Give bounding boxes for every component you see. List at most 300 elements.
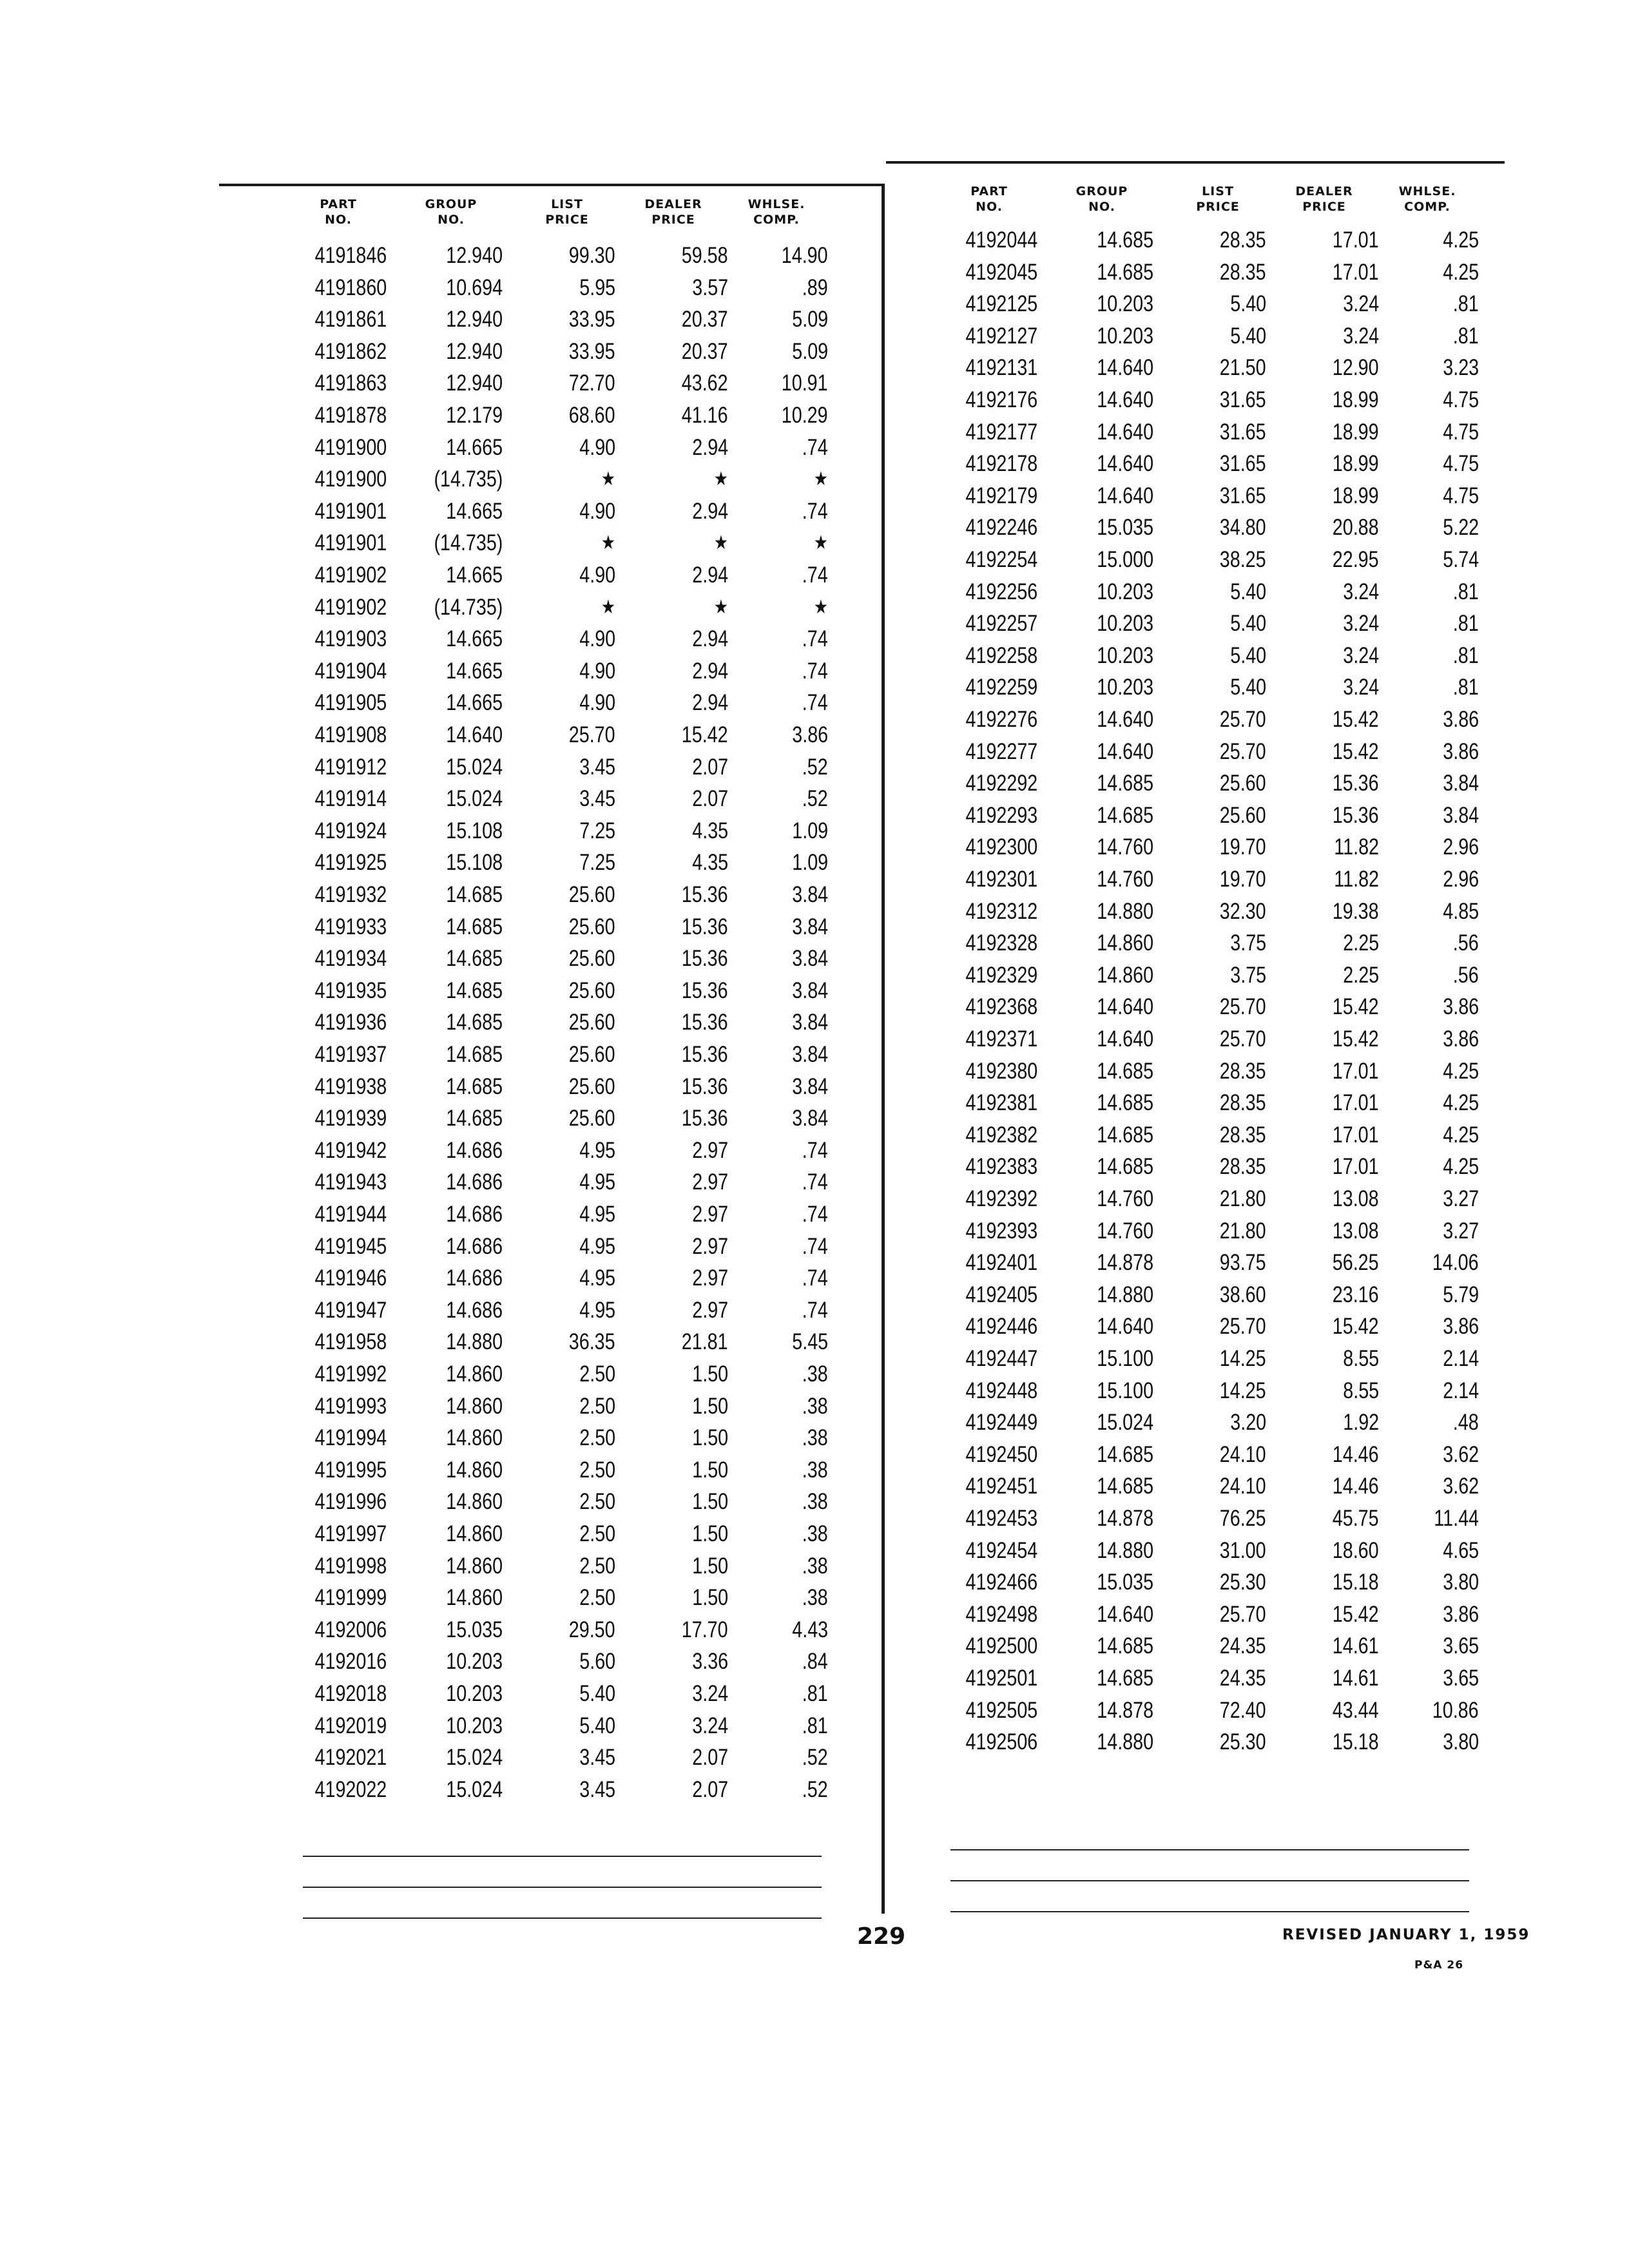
cell-list: 25.60 (569, 914, 615, 939)
table-row (290, 1454, 870, 1486)
cell-part: 4192371 (965, 1026, 1037, 1052)
cell-group: 14.665 (446, 562, 503, 588)
cell-group: 10.203 (446, 1649, 503, 1675)
cell-part: 4191860 (314, 274, 387, 300)
cell-group: 14.685 (1097, 771, 1153, 796)
cell-part: 4192383 (965, 1154, 1037, 1180)
cell-dealer: 43.44 (1333, 1697, 1379, 1723)
cell-list: 5.60 (579, 1649, 615, 1675)
cell-part: 4192328 (965, 930, 1037, 956)
cell-list: 24.10 (1220, 1474, 1266, 1499)
section-code: P&A 26 (1414, 1959, 1464, 1972)
cell-group: 14.685 (1097, 1090, 1153, 1116)
cell-whlse: ★ (813, 468, 828, 490)
cell-whlse: .81 (1453, 291, 1479, 317)
cell-list: 2.50 (579, 1553, 615, 1579)
cell-list: 21.80 (1220, 1218, 1266, 1244)
cell-part: 4192276 (965, 707, 1037, 732)
cell-whlse: .38 (802, 1425, 828, 1451)
blank-line-right-3 (950, 1911, 1469, 1912)
table-row (941, 1119, 1521, 1151)
cell-group: 14.860 (446, 1457, 503, 1483)
cell-part: 4192498 (965, 1601, 1037, 1627)
table-row (290, 1614, 870, 1646)
cell-part: 4192381 (965, 1090, 1037, 1116)
cell-group: 10.203 (1097, 675, 1153, 700)
cell-whlse: 2.14 (1443, 1378, 1479, 1403)
table-row (941, 320, 1521, 352)
cell-dealer: 15.42 (1333, 707, 1379, 732)
cell-group: 15.035 (446, 1617, 503, 1642)
cell-part: 4192131 (965, 355, 1037, 381)
cell-group: 14.685 (446, 1073, 503, 1099)
cell-dealer: 8.55 (1343, 1378, 1379, 1403)
cell-whlse: 4.85 (1443, 898, 1479, 924)
cell-whlse: 3.84 (792, 882, 828, 907)
cell-list: 36.35 (569, 1329, 615, 1355)
cell-whlse: 3.65 (1443, 1633, 1479, 1659)
header-list-price: LIST PRICE (545, 197, 589, 227)
table-row (941, 1535, 1521, 1566)
cell-list: 5.40 (1230, 291, 1266, 317)
cell-part: 4192176 (965, 387, 1037, 412)
table-row (941, 1695, 1521, 1726)
header-group-no: GROUP NO. (1075, 184, 1128, 214)
cell-dealer: 11.82 (1334, 834, 1379, 860)
cell-group: 15.100 (1097, 1378, 1153, 1403)
cell-whlse: .89 (802, 274, 828, 300)
cell-part: 4191900 (314, 466, 387, 492)
table-row (290, 1166, 870, 1198)
table-row (941, 671, 1521, 703)
cell-group: 14.686 (446, 1265, 503, 1291)
cell-whlse: 4.25 (1443, 1122, 1479, 1148)
cell-whlse: .81 (802, 1681, 828, 1706)
cell-dealer: 20.88 (1333, 515, 1379, 541)
cell-whlse: 4.43 (792, 1617, 828, 1642)
cell-dealer: 15.36 (682, 1073, 728, 1099)
cell-group: 14.685 (1097, 1122, 1153, 1148)
cell-list: 21.50 (1220, 355, 1266, 381)
cell-whlse: ★ (813, 596, 828, 618)
cell-group: 14.640 (446, 722, 503, 747)
cell-part: 4192451 (965, 1474, 1037, 1499)
cell-part: 4191903 (314, 626, 387, 652)
cell-dealer: 2.07 (692, 1745, 728, 1771)
cell-part: 4191939 (314, 1106, 387, 1131)
cell-part: 4192016 (314, 1649, 387, 1675)
cell-dealer: 17.01 (1333, 1090, 1379, 1116)
cell-group: 14.640 (1097, 451, 1153, 477)
cell-list: 5.40 (1230, 323, 1266, 349)
cell-part: 4192178 (965, 451, 1037, 477)
table-row (290, 751, 870, 783)
cell-part: 4192258 (965, 642, 1037, 668)
cell-list: 38.25 (1220, 547, 1266, 572)
cell-part: 4191846 (314, 243, 387, 268)
cell-list: 2.50 (579, 1489, 615, 1515)
cell-part: 4192449 (965, 1410, 1037, 1436)
table-row (290, 1486, 870, 1517)
cell-group: 14.860 (446, 1585, 503, 1611)
cell-group: (14.735) (434, 466, 503, 492)
table-row (290, 1231, 870, 1262)
cell-dealer: 22.95 (1333, 547, 1379, 572)
cell-dealer: 3.24 (692, 1681, 728, 1706)
cell-whlse: 2.96 (1443, 834, 1479, 860)
cell-whlse: .81 (802, 1713, 828, 1738)
table-row (941, 1087, 1521, 1119)
table-row (290, 879, 870, 910)
cell-list: 99.30 (569, 243, 615, 268)
cell-dealer: 15.36 (682, 914, 728, 939)
cell-group: 14.665 (446, 658, 503, 684)
table-row (941, 1407, 1521, 1438)
table-row (941, 1311, 1521, 1342)
cell-group: 14.860 (446, 1489, 503, 1515)
cell-part: 4192277 (965, 738, 1037, 764)
table-row (290, 1294, 870, 1326)
cell-dealer: 15.42 (1333, 1026, 1379, 1052)
cell-part: 4192382 (965, 1122, 1037, 1148)
cell-list: 31.65 (1220, 483, 1266, 508)
cell-dealer: 59.58 (682, 243, 728, 268)
cell-whlse: .48 (1453, 1410, 1479, 1436)
cell-dealer: 18.99 (1333, 451, 1379, 477)
cell-whlse: .74 (802, 1265, 828, 1291)
cell-list: 2.50 (579, 1521, 615, 1546)
table-row (290, 303, 870, 335)
cell-whlse: 4.25 (1443, 1058, 1479, 1084)
cell-dealer: 4.35 (692, 818, 728, 843)
cell-part: 4192022 (314, 1776, 387, 1802)
cell-dealer: ★ (713, 468, 728, 490)
cell-whlse: 3.86 (1443, 707, 1479, 732)
cell-list: 25.30 (1220, 1570, 1266, 1595)
cell-whlse: 10.29 (782, 403, 828, 428)
column-divider (882, 184, 885, 1914)
cell-group: 14.685 (446, 946, 503, 972)
cell-list: 2.50 (579, 1393, 615, 1419)
cell-part: 4192045 (965, 259, 1037, 285)
cell-dealer: 15.18 (1333, 1570, 1379, 1595)
cell-part: 4192500 (965, 1633, 1037, 1659)
cell-list: 24.10 (1220, 1441, 1266, 1467)
revised-date: REVISED JANUARY 1, 1959 (1282, 1927, 1530, 1943)
cell-whlse: .74 (802, 1202, 828, 1227)
table-row (941, 1662, 1521, 1694)
cell-group: (14.735) (434, 530, 503, 556)
cell-part: 4191878 (314, 403, 387, 428)
cell-list: 4.90 (579, 690, 615, 716)
cell-group: 14.685 (1097, 1154, 1153, 1180)
cell-dealer: 3.24 (1343, 642, 1379, 668)
cell-dealer: 15.36 (682, 977, 728, 1003)
cell-list: 3.20 (1230, 1410, 1266, 1436)
cell-list: 5.40 (1230, 675, 1266, 700)
table-row (941, 831, 1521, 863)
cell-list: 4.90 (579, 434, 615, 460)
header-dealer-price: DEALER PRICE (1295, 184, 1353, 214)
cell-group: 15.035 (1097, 1570, 1153, 1595)
cell-part: 4192405 (965, 1282, 1037, 1307)
cell-group: 14.880 (1097, 1537, 1153, 1563)
cell-group: 14.640 (1097, 994, 1153, 1020)
cell-list: 31.65 (1220, 451, 1266, 477)
table-row (941, 640, 1521, 671)
cell-whlse: 3.65 (1443, 1666, 1479, 1691)
cell-group: 14.640 (1097, 738, 1153, 764)
cell-group: 14.665 (446, 434, 503, 460)
cell-part: 4192380 (965, 1058, 1037, 1084)
table-row (941, 896, 1521, 927)
cell-dealer: 19.38 (1333, 898, 1379, 924)
cell-part: 4192505 (965, 1697, 1037, 1723)
cell-list: 24.35 (1220, 1633, 1266, 1659)
cell-list: 5.40 (579, 1681, 615, 1706)
table-row (941, 448, 1521, 479)
cell-list: 93.75 (1220, 1250, 1266, 1276)
cell-whlse: .38 (802, 1585, 828, 1611)
cell-dealer: 15.42 (682, 722, 728, 747)
cell-list: 33.95 (569, 338, 615, 364)
table-row (290, 655, 870, 687)
cell-group: 14.878 (1097, 1697, 1153, 1723)
cell-part: 4192127 (965, 323, 1037, 349)
table-row (290, 1742, 870, 1773)
cell-part: 4191935 (314, 977, 387, 1003)
cell-list: 25.60 (569, 946, 615, 972)
cell-part: 4192259 (965, 675, 1037, 700)
table-row (941, 991, 1521, 1023)
cell-list: 3.75 (1230, 930, 1266, 956)
cell-part: 4191912 (314, 754, 387, 780)
table-row (290, 272, 870, 303)
header-whlse-comp: WHLSE. COMP. (747, 197, 805, 227)
table-row (941, 512, 1521, 543)
table-row (290, 367, 870, 399)
cell-dealer: 41.16 (682, 403, 728, 428)
cell-group: 15.000 (1097, 547, 1153, 572)
table-row (290, 783, 870, 814)
cell-dealer: 3.24 (1343, 611, 1379, 637)
cell-whlse: .56 (1453, 962, 1479, 988)
cell-group: 14.640 (1097, 1601, 1153, 1627)
cell-whlse: 3.84 (792, 1073, 828, 1099)
cell-group: 14.860 (1097, 962, 1153, 988)
table-row (290, 1710, 870, 1742)
cell-part: 4191925 (314, 850, 387, 876)
cell-dealer: 1.50 (692, 1425, 728, 1451)
table-row (290, 1326, 870, 1358)
cell-whlse: .52 (802, 786, 828, 812)
cell-group: 14.640 (1097, 1314, 1153, 1340)
cell-list: 25.70 (1220, 738, 1266, 764)
cell-part: 4192448 (965, 1378, 1037, 1403)
table-row (290, 975, 870, 1006)
cell-whlse: 5.22 (1443, 515, 1479, 541)
table-row (941, 1503, 1521, 1534)
cell-group: 15.024 (446, 1776, 503, 1802)
table-row (941, 1375, 1521, 1407)
cell-list: 3.45 (579, 1745, 615, 1771)
cell-part: 4192292 (965, 771, 1037, 796)
cell-whlse: 5.79 (1443, 1282, 1479, 1307)
cell-list: 24.35 (1220, 1666, 1266, 1691)
cell-list: 28.35 (1220, 1090, 1266, 1116)
cell-part: 4192293 (965, 802, 1037, 828)
cell-list: 25.60 (1220, 771, 1266, 796)
cell-list: 4.90 (579, 562, 615, 588)
cell-whlse: 3.62 (1443, 1474, 1479, 1499)
cell-list: 38.60 (1220, 1282, 1266, 1307)
table-row (290, 1358, 870, 1390)
cell-dealer: 1.50 (692, 1457, 728, 1483)
cell-list: 25.60 (569, 882, 615, 907)
cell-whlse: 5.09 (792, 307, 828, 332)
cell-part: 4191924 (314, 818, 387, 843)
cell-list: 2.50 (579, 1457, 615, 1483)
cell-list: ★ (601, 532, 615, 554)
cell-dealer: 2.97 (692, 1297, 728, 1323)
cell-group: 10.203 (1097, 291, 1153, 317)
header-part-no: PART NO. (320, 197, 357, 227)
cell-list: 34.80 (1220, 515, 1266, 541)
cell-whlse: 3.80 (1443, 1570, 1479, 1595)
cell-dealer: 21.81 (682, 1329, 728, 1355)
cell-whlse: .38 (802, 1457, 828, 1483)
cell-dealer: 13.08 (1333, 1218, 1379, 1244)
cell-group: 14.665 (446, 498, 503, 524)
table-row (941, 1247, 1521, 1278)
table-row (941, 1183, 1521, 1215)
table-row (941, 863, 1521, 895)
table-row (941, 1470, 1521, 1502)
cell-whlse: .52 (802, 754, 828, 780)
cell-whlse: 3.84 (792, 1010, 828, 1035)
cell-part: 4191937 (314, 1042, 387, 1067)
cell-whlse: 2.14 (1443, 1346, 1479, 1371)
blank-line-left-1 (303, 1856, 822, 1857)
cell-whlse: .81 (1453, 611, 1479, 637)
cell-whlse: .74 (802, 658, 828, 684)
cell-part: 4191902 (314, 562, 387, 588)
table-row (290, 1071, 870, 1102)
cell-list: 2.50 (579, 1585, 615, 1611)
cell-whlse: 3.84 (1443, 802, 1479, 828)
cell-list: 28.35 (1220, 1058, 1266, 1084)
cell-part: 4192454 (965, 1537, 1037, 1563)
cell-dealer: 20.37 (682, 307, 728, 332)
cell-dealer: 15.36 (1333, 771, 1379, 796)
cell-whlse: 10.91 (782, 370, 828, 396)
cell-dealer: 20.37 (682, 338, 728, 364)
cell-list: 25.70 (1220, 1314, 1266, 1340)
table-row (941, 927, 1521, 959)
table-row (290, 1550, 870, 1582)
cell-list: 76.25 (1220, 1506, 1266, 1531)
cell-part: 4192179 (965, 483, 1037, 508)
cell-part: 4191914 (314, 786, 387, 812)
cell-whlse: .38 (802, 1521, 828, 1546)
cell-list: 2.50 (579, 1361, 615, 1387)
cell-group: 14.878 (1097, 1506, 1153, 1531)
cell-group: 14.686 (446, 1169, 503, 1195)
table-row (941, 544, 1521, 575)
cell-list: 31.65 (1220, 419, 1266, 445)
header-whlse-comp: WHLSE. COMP. (1398, 184, 1456, 214)
cell-dealer: 15.18 (1333, 1729, 1379, 1755)
cell-group: 14.640 (1097, 483, 1153, 508)
top-rule-left (219, 184, 883, 186)
cell-part: 4192300 (965, 834, 1037, 860)
cell-dealer: 2.97 (692, 1233, 728, 1259)
cell-part: 4191901 (314, 530, 387, 556)
cell-part: 4191902 (314, 594, 387, 620)
cell-part: 4192447 (965, 1346, 1037, 1371)
table-row (941, 352, 1521, 383)
cell-list: 3.75 (1230, 962, 1266, 988)
cell-list: 3.45 (579, 786, 615, 812)
cell-group: 12.940 (446, 370, 503, 396)
cell-part: 4192019 (314, 1713, 387, 1738)
cell-part: 4191958 (314, 1329, 387, 1355)
cell-list: 21.80 (1220, 1186, 1266, 1211)
header-group-no: GROUP NO. (425, 197, 477, 227)
cell-list: 68.60 (569, 403, 615, 428)
table-row (290, 719, 870, 751)
cell-dealer: 2.94 (692, 498, 728, 524)
cell-list: 25.70 (569, 722, 615, 747)
table-row (290, 240, 870, 271)
cell-dealer: 17.01 (1333, 227, 1379, 253)
cell-group: 10.203 (1097, 323, 1153, 349)
table-row (941, 959, 1521, 991)
cell-list: 5.95 (579, 274, 615, 300)
cell-dealer: 2.97 (692, 1169, 728, 1195)
cell-dealer: 13.08 (1333, 1186, 1379, 1211)
blank-line-left-2 (303, 1887, 822, 1888)
cell-dealer: 3.24 (1343, 675, 1379, 700)
cell-part: 4191996 (314, 1489, 387, 1515)
cell-list: 7.25 (579, 850, 615, 876)
cell-list: 7.25 (579, 818, 615, 843)
cell-part: 4192393 (965, 1218, 1037, 1244)
blank-line-left-3 (303, 1917, 822, 1919)
cell-group: 14.860 (446, 1393, 503, 1419)
cell-group: 15.100 (1097, 1346, 1153, 1371)
cell-group: 14.640 (1097, 1026, 1153, 1052)
cell-whlse: 4.75 (1443, 451, 1479, 477)
table-row (290, 1582, 870, 1613)
cell-group: 14.860 (446, 1425, 503, 1451)
cell-list: 25.60 (569, 977, 615, 1003)
cell-list: 5.40 (1230, 579, 1266, 604)
cell-whlse: 3.84 (792, 977, 828, 1003)
cell-part: 4191946 (314, 1265, 387, 1291)
cell-dealer: 11.82 (1334, 867, 1379, 892)
cell-whlse: .38 (802, 1393, 828, 1419)
header-dealer-price: DEALER PRICE (644, 197, 702, 227)
cell-whlse: 4.65 (1443, 1537, 1479, 1563)
cell-list: 4.90 (579, 658, 615, 684)
cell-list: 29.50 (569, 1617, 615, 1642)
table-row (290, 1006, 870, 1038)
table-row (290, 495, 870, 527)
cell-whlse: .52 (802, 1745, 828, 1771)
cell-whlse: .74 (802, 498, 828, 524)
cell-whlse: .74 (802, 562, 828, 588)
